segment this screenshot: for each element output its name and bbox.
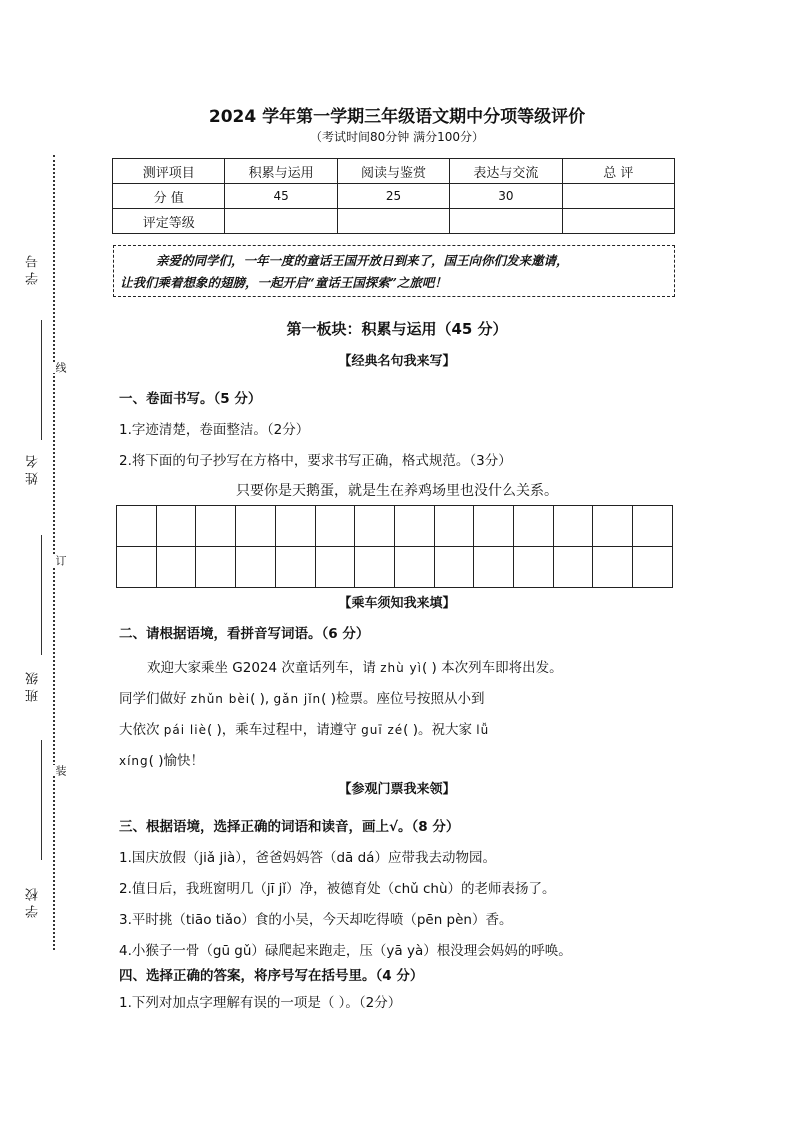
grid-cell[interactable] xyxy=(434,547,474,588)
banner-classic-quotes: 【经典名句我来写】 xyxy=(338,354,456,369)
pinyin: gǎn jǐn xyxy=(273,692,322,706)
pinyin: xíng xyxy=(119,754,149,768)
pinyin: lǚ xyxy=(476,723,490,737)
class-label: 班 级 xyxy=(26,672,41,703)
exam-title: 2024 学年第一学期三年级语文期中分项等级评价 xyxy=(208,107,586,127)
answer-blank[interactable]: ( ), xyxy=(250,691,274,707)
class-blank xyxy=(41,740,42,860)
grid-cell[interactable] xyxy=(236,506,276,547)
pinyin: guī zé xyxy=(361,723,404,737)
cut-ding-mark: 订 xyxy=(54,555,67,566)
banner-ride-notice: 【乘车须知我来填】 xyxy=(338,596,456,611)
question-item[interactable]: 1.国庆放假（jiǎ jià），爸爸妈妈答（dā dá）应带我去动物园。 xyxy=(119,850,496,866)
text-run: 大依次 xyxy=(119,722,164,738)
grid-cell[interactable] xyxy=(593,506,633,547)
writing-grid[interactable] xyxy=(116,505,673,588)
grid-cell[interactable] xyxy=(474,547,514,588)
grid-cell[interactable] xyxy=(156,506,196,547)
cut-line-mark: 线 xyxy=(54,362,67,373)
answer-blank[interactable]: ( ) 本次列车即将出发。 xyxy=(421,660,563,676)
question-heading: 四、选择正确的答案，将序号写在括号里。（4 分） xyxy=(119,968,424,984)
cut-zhuang-mark: 装 xyxy=(54,765,67,776)
grid-cell[interactable] xyxy=(553,547,593,588)
pinyin-paragraph xyxy=(119,653,679,777)
grade-input-cell[interactable] xyxy=(562,209,674,234)
grid-cell[interactable] xyxy=(394,547,434,588)
copy-sentence: 只要你是天鹅蛋，就是生在养鸡场里也没什么关系。 xyxy=(236,483,558,499)
question-item[interactable]: 4.小猴子一骨（gū gǔ）碌爬起来跑走，压（yā yà）根没理会妈妈的呼唤。 xyxy=(119,943,572,959)
banner-ticket: 【参观门票我来领】 xyxy=(338,782,456,797)
pinyin: zhǔn bèi xyxy=(190,692,251,706)
table-row xyxy=(113,159,675,184)
para-line xyxy=(119,746,679,777)
notice-box xyxy=(113,245,675,297)
school-label: 学 校 xyxy=(26,888,41,919)
grid-cell[interactable] xyxy=(117,547,157,588)
table-cell xyxy=(562,184,674,209)
answer-blank[interactable]: ( )。祝大家 xyxy=(403,722,477,738)
table-cell: 评定等级 xyxy=(113,209,225,234)
para-line xyxy=(119,653,679,684)
grid-cell[interactable] xyxy=(196,547,236,588)
table-header-cell: 阅读与鉴赏 xyxy=(337,159,449,184)
grid-cell[interactable] xyxy=(117,506,157,547)
grid-cell[interactable] xyxy=(196,506,236,547)
question-item[interactable]: 3.平时挑（tiāo tiǎo）食的小吴，今天却吃得喷（pēn pèn）香。 xyxy=(119,912,513,928)
question-heading: 三、根据语境，选择正确的词语和读音，画上√。（8 分） xyxy=(119,819,460,835)
notice-line: 亲爱的同学们，一年一度的童话王国开放日到来了，国王向你们发来邀请， xyxy=(156,253,569,268)
table-row xyxy=(113,184,675,209)
question-item[interactable]: 1.下列对加点字理解有误的一项是（ ）。（2分） xyxy=(119,995,402,1011)
answer-blank[interactable]: ( )愉快！ xyxy=(148,753,204,769)
table-header-cell: 总 评 xyxy=(562,159,674,184)
answer-blank[interactable]: ( )，乘车过程中，请遵守 xyxy=(206,722,362,738)
grid-row xyxy=(117,506,673,547)
grid-cell[interactable] xyxy=(156,547,196,588)
text-run: 欢迎大家乘坐 G2024 次童话列车，请 xyxy=(147,660,381,676)
grid-cell[interactable] xyxy=(394,506,434,547)
grade-input-cell[interactable] xyxy=(225,209,337,234)
grid-cell[interactable] xyxy=(236,547,276,588)
question-item[interactable]: 2.值日后，我班窗明几（jī jǐ）净，被德育处（chǔ chù）的老师表扬了。 xyxy=(119,881,556,897)
pinyin: pái liè xyxy=(163,723,207,737)
notice-line: 让我们乘着想象的翅膀，一起开启“童话王国探索”之旅吧！ xyxy=(120,275,447,290)
grid-cell[interactable] xyxy=(633,506,673,547)
table-cell: 45 xyxy=(225,184,337,209)
grid-cell[interactable] xyxy=(315,547,355,588)
student-no-label: 学 号 xyxy=(26,255,41,286)
grid-cell[interactable] xyxy=(633,547,673,588)
grid-row xyxy=(117,547,673,588)
grid-cell[interactable] xyxy=(275,547,315,588)
table-cell: 30 xyxy=(450,184,562,209)
grade-input-cell[interactable] xyxy=(337,209,449,234)
table-cell: 分 值 xyxy=(113,184,225,209)
grid-cell[interactable] xyxy=(315,506,355,547)
text-run: 同学们做好 xyxy=(119,691,191,707)
para-line xyxy=(119,684,679,715)
binding-dotted-line xyxy=(53,155,55,950)
grid-cell[interactable] xyxy=(474,506,514,547)
name-label: 姓 名 xyxy=(26,455,41,486)
answer-blank[interactable]: ( )检票。座位号按照从小到 xyxy=(321,691,485,707)
grade-input-cell[interactable] xyxy=(450,209,562,234)
table-cell: 25 xyxy=(337,184,449,209)
grid-cell[interactable] xyxy=(514,547,554,588)
table-header-cell: 表达与交流 xyxy=(450,159,562,184)
table-row xyxy=(113,209,675,234)
table-header-cell: 积累与运用 xyxy=(225,159,337,184)
exam-subtitle: （考试时间80分钟 满分100分） xyxy=(310,130,484,144)
para-line xyxy=(119,715,679,746)
grid-cell[interactable] xyxy=(275,506,315,547)
question-item: 2.将下面的句子抄写在方格中，要求书写正确，格式规范。（3分） xyxy=(119,453,512,469)
grid-cell[interactable] xyxy=(593,547,633,588)
score-table xyxy=(112,158,675,234)
pinyin: zhù yì xyxy=(380,661,422,675)
grid-cell[interactable] xyxy=(434,506,474,547)
grid-cell[interactable] xyxy=(355,547,395,588)
grid-cell[interactable] xyxy=(553,506,593,547)
section-title: 第一板块：积累与运用（45 分） xyxy=(286,320,508,338)
grid-cell[interactable] xyxy=(355,506,395,547)
grid-cell[interactable] xyxy=(514,506,554,547)
question-item: 1.字迹清楚，卷面整洁。（2分） xyxy=(119,422,310,438)
question-heading: 二、请根据语境，看拼音写词语。（6 分） xyxy=(119,626,370,642)
table-header-cell: 测评项目 xyxy=(113,159,225,184)
question-heading: 一、卷面书写。（5 分） xyxy=(119,391,262,407)
